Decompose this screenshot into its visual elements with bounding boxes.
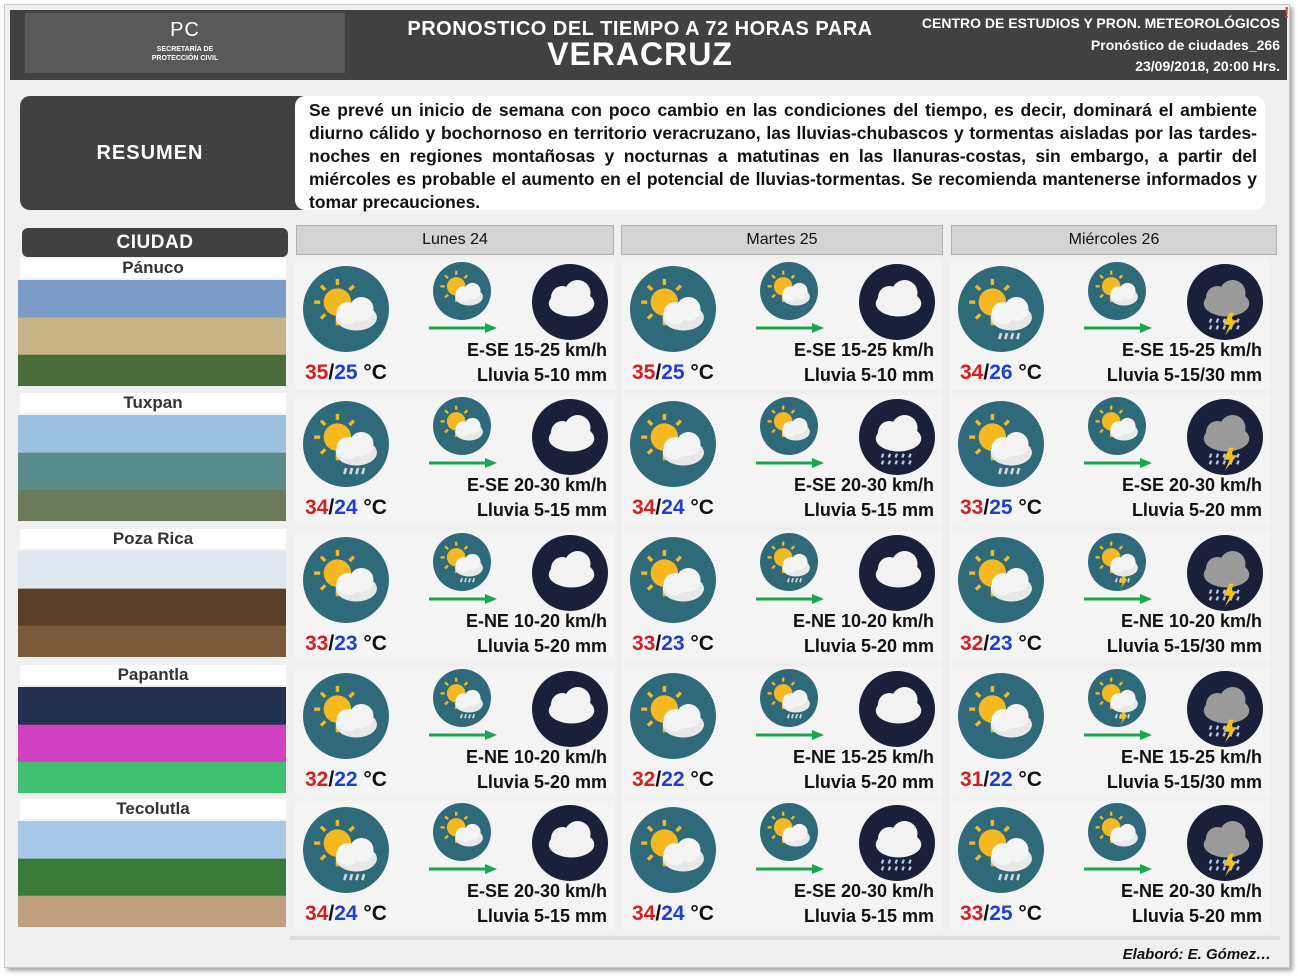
temp-unit: °C <box>363 768 387 791</box>
wind-arrow-icon <box>1084 455 1152 463</box>
rain-text: Lluvia 5-20 mm <box>803 772 934 792</box>
temperature-range <box>632 496 714 520</box>
partly-cloudy-icon <box>433 262 491 320</box>
temp-min: 22 <box>334 768 358 791</box>
temp-max: 33 <box>305 632 329 655</box>
temp-max: 34 <box>960 361 984 384</box>
temp-sep: / <box>983 632 990 655</box>
city-photo-3 <box>18 687 286 793</box>
temperature-range <box>960 902 1042 926</box>
partly-cloudy-icon <box>1088 397 1146 455</box>
wind-text: E-NE 20-30 km/h <box>1120 881 1262 901</box>
rain-text: Lluvia 5-20 mm <box>476 636 607 656</box>
temp-sep: / <box>328 902 335 925</box>
city-name-2: Poza Rica <box>20 529 286 549</box>
day-header-3: Miércoles 26 <box>951 225 1277 255</box>
rain-text: Lluvia 5-20 mm <box>1131 500 1262 520</box>
temp-max: 34 <box>632 902 656 925</box>
sun-rain-icon <box>433 669 491 727</box>
center-name: CENTRO DE ESTUDIOS Y PRON. METEOROLÓGICOS <box>921 15 1280 31</box>
temp-max: 32 <box>632 768 656 791</box>
sun-rain-icon <box>958 266 1044 352</box>
temperature-range <box>305 361 387 385</box>
cloudy-night-icon <box>859 535 935 611</box>
cloudy-night-icon <box>532 264 608 340</box>
partly-cloudy-icon <box>303 266 389 352</box>
temp-max: 33 <box>960 496 984 519</box>
wind-text: E-SE 15-25 km/h <box>793 340 934 360</box>
rain-text: Lluvia 5-10 mm <box>803 365 934 385</box>
city-name-0: Pánuco <box>20 258 286 278</box>
partly-cloudy-icon <box>630 807 716 893</box>
sun-rain-icon <box>303 401 389 487</box>
temperature-range <box>960 496 1042 520</box>
wind-arrow-icon <box>429 861 497 869</box>
temp-unit: °C <box>1018 768 1042 791</box>
temp-min: 25 <box>989 496 1013 519</box>
title-line2: VERACRUZ <box>547 36 733 72</box>
wind-arrow-icon <box>429 320 497 328</box>
partly-cloudy-icon <box>958 673 1044 759</box>
rain-text: Lluvia 5-15 mm <box>476 500 607 520</box>
rain-text: Lluvia 5-15/30 mm <box>1106 636 1262 656</box>
temp-max: 34 <box>632 496 656 519</box>
partly-cloudy-icon <box>630 673 716 759</box>
wind-arrow-icon <box>1084 727 1152 735</box>
partly-cloudy-icon <box>630 401 716 487</box>
sun-rain-icon <box>433 533 491 591</box>
temp-unit: °C <box>690 902 714 925</box>
temp-min: 25 <box>661 361 685 384</box>
wind-text: E-SE 20-30 km/h <box>1121 475 1262 495</box>
day-header-2: Martes 25 <box>621 225 943 255</box>
wind-arrow-icon <box>1084 320 1152 328</box>
temp-unit: °C <box>690 632 714 655</box>
temp-sep: / <box>328 361 335 384</box>
issued-date: 23/09/2018, 20:00 Hrs. <box>1135 58 1280 74</box>
partly-cloudy-icon <box>303 537 389 623</box>
temp-sep: / <box>655 361 662 384</box>
cloudy-night-icon <box>532 671 608 747</box>
temp-unit: °C <box>363 496 387 519</box>
temperature-range <box>632 768 714 792</box>
rain-text: Lluvia 5-15 mm <box>803 500 934 520</box>
cloudy-night-icon <box>532 535 608 611</box>
alert-mark-icon: ! <box>1284 5 1290 22</box>
partly-cloudy-icon <box>433 397 491 455</box>
logo-pc-text: PC <box>170 19 200 41</box>
temp-min: 25 <box>989 902 1013 925</box>
city-photo-4 <box>18 821 286 927</box>
temp-sep: / <box>983 902 990 925</box>
wind-arrow-icon <box>756 727 824 735</box>
product-name: Pronóstico de ciudades_266 <box>1090 37 1280 53</box>
wind-text: E-NE 15-25 km/h <box>792 747 934 767</box>
temperature-range <box>960 768 1042 792</box>
rain-text: Lluvia 5-15/30 mm <box>1106 772 1262 792</box>
partly-cloudy-icon <box>1088 262 1146 320</box>
temp-sep: / <box>328 632 335 655</box>
temp-unit: °C <box>1018 361 1042 384</box>
partly-cloudy-icon <box>760 803 818 861</box>
thunderstorm-icon <box>1088 669 1146 727</box>
wind-text: E-NE 10-20 km/h <box>1120 611 1262 631</box>
temperature-range <box>960 361 1042 385</box>
temp-sep: / <box>655 632 662 655</box>
temp-max: 35 <box>632 361 656 384</box>
wind-text: E-SE 20-30 km/h <box>793 475 934 495</box>
temp-sep: / <box>983 361 990 384</box>
temperature-range <box>632 902 714 926</box>
temp-max: 35 <box>305 361 329 384</box>
temp-sep: / <box>983 496 990 519</box>
temp-max: 34 <box>305 902 329 925</box>
temperature-range <box>960 632 1042 656</box>
wind-arrow-icon <box>756 455 824 463</box>
wind-text: E-SE 15-25 km/h <box>466 340 607 360</box>
temp-unit: °C <box>1018 902 1042 925</box>
temp-max: 31 <box>960 768 984 791</box>
rain-night-icon <box>859 399 935 475</box>
temp-unit: °C <box>690 768 714 791</box>
temp-sep: / <box>328 768 335 791</box>
temperature-range <box>305 768 387 792</box>
temp-max: 33 <box>632 632 656 655</box>
cloudy-night-icon <box>532 805 608 881</box>
temp-max: 33 <box>960 902 984 925</box>
temperature-range <box>632 361 714 385</box>
temp-min: 22 <box>661 768 685 791</box>
sun-rain-icon <box>958 401 1044 487</box>
wind-text: E-NE 15-25 km/h <box>1120 747 1262 767</box>
summary-label: RESUMEN <box>20 96 320 210</box>
wind-text: E-SE 15-25 km/h <box>1121 340 1262 360</box>
wind-arrow-icon <box>756 591 824 599</box>
temp-unit: °C <box>1018 496 1042 519</box>
pc-logo <box>25 13 345 73</box>
summary-text: Se prevé un inicio de semana con poco cambio en las condiciones del tiempo, es decir, dominará el ambiente diurno cálido y bochornoso en territorio veracruzano, las lluvias-chubascos y tormentas aisladas por las tardes-noches en regiones montañosas y nocturnas a matutinas en las llanuras-costas, sin embargo, a partir del miércoles es probable el aumento en el potencial de lluvias-tormentas. Se recomienda mantenerse informados y tomar precauciones. <box>295 96 1265 210</box>
wind-text: E-NE 10-20 km/h <box>465 611 607 631</box>
city-name-4: Tecolutla <box>20 799 286 819</box>
partly-cloudy-icon <box>760 397 818 455</box>
wind-arrow-icon <box>1084 591 1152 599</box>
city-photo-1 <box>18 415 286 521</box>
wind-arrow-icon <box>1084 861 1152 869</box>
rain-text: Lluvia 5-15/30 mm <box>1106 365 1262 385</box>
temp-min: 25 <box>334 361 358 384</box>
wind-arrow-icon <box>756 861 824 869</box>
cloudy-night-icon <box>859 264 935 340</box>
wind-text: E-NE 10-20 km/h <box>465 747 607 767</box>
temp-min: 26 <box>989 361 1013 384</box>
footer <box>10 940 1287 968</box>
temp-unit: °C <box>1018 632 1042 655</box>
city-name-1: Tuxpan <box>20 393 286 413</box>
temp-min: 22 <box>989 768 1013 791</box>
thunderstorm-night-icon <box>1187 805 1263 881</box>
partly-cloudy-icon <box>958 537 1044 623</box>
temp-unit: °C <box>690 496 714 519</box>
wind-text: E-SE 20-30 km/h <box>466 475 607 495</box>
temp-min: 23 <box>334 632 358 655</box>
temp-sep: / <box>983 768 990 791</box>
temperature-range <box>305 632 387 656</box>
temp-sep: / <box>328 496 335 519</box>
thunderstorm-icon <box>1088 533 1146 591</box>
city-name-3: Papantla <box>20 665 286 685</box>
cloudy-night-icon <box>859 671 935 747</box>
thunderstorm-night-icon <box>1187 535 1263 611</box>
author-credit: Elaboró: E. Gómez… <box>1122 946 1271 963</box>
sun-rain-icon <box>303 807 389 893</box>
partly-cloudy-icon <box>1088 803 1146 861</box>
city-photo-0 <box>18 280 286 386</box>
wind-arrow-icon <box>429 727 497 735</box>
rain-text: Lluvia 5-15 mm <box>803 906 934 926</box>
rain-night-icon <box>859 805 935 881</box>
partly-cloudy-icon <box>760 262 818 320</box>
wind-arrow-icon <box>429 455 497 463</box>
thunderstorm-night-icon <box>1187 399 1263 475</box>
temperature-range <box>305 902 387 926</box>
temperature-range <box>305 496 387 520</box>
temp-sep: / <box>655 496 662 519</box>
temp-unit: °C <box>363 902 387 925</box>
sun-rain-icon <box>760 669 818 727</box>
temp-max: 32 <box>960 632 984 655</box>
temp-min: 23 <box>989 632 1013 655</box>
temp-max: 32 <box>305 768 329 791</box>
temp-sep: / <box>655 768 662 791</box>
sun-rain-icon <box>760 533 818 591</box>
city-photo-2 <box>18 551 286 657</box>
wind-text: E-SE 20-30 km/h <box>793 881 934 901</box>
wind-text: E-SE 20-30 km/h <box>466 881 607 901</box>
temperature-range <box>632 632 714 656</box>
partly-cloudy-icon <box>630 537 716 623</box>
city-column-header: CIUDAD <box>22 228 288 257</box>
day-header-1: Lunes 24 <box>296 225 614 255</box>
logo-sec-text: SECRETARÍA DE PROTECCIÓN CIVIL <box>151 46 219 62</box>
temp-min: 23 <box>661 632 685 655</box>
rain-text: Lluvia 5-10 mm <box>476 365 607 385</box>
partly-cloudy-icon <box>303 673 389 759</box>
temp-max: 34 <box>305 496 329 519</box>
temp-min: 24 <box>334 496 358 519</box>
temp-unit: °C <box>690 361 714 384</box>
rain-text: Lluvia 5-20 mm <box>476 772 607 792</box>
wind-text: E-NE 10-20 km/h <box>792 611 934 631</box>
partly-cloudy-icon <box>433 803 491 861</box>
temp-min: 24 <box>334 902 358 925</box>
wind-arrow-icon <box>429 591 497 599</box>
rain-text: Lluvia 5-15 mm <box>476 906 607 926</box>
temp-unit: °C <box>363 361 387 384</box>
temp-unit: °C <box>363 632 387 655</box>
cloudy-night-icon <box>532 399 608 475</box>
wind-arrow-icon <box>756 320 824 328</box>
sun-rain-icon <box>958 807 1044 893</box>
temp-min: 24 <box>661 496 685 519</box>
temp-min: 24 <box>661 902 685 925</box>
rain-text: Lluvia 5-20 mm <box>803 636 934 656</box>
thunderstorm-night-icon <box>1187 264 1263 340</box>
rain-text: Lluvia 5-20 mm <box>1131 906 1262 926</box>
temp-sep: / <box>655 902 662 925</box>
thunderstorm-night-icon <box>1187 671 1263 747</box>
title-line1: PRONOSTICO DEL TIEMPO A 72 HORAS PARA <box>407 18 873 40</box>
partly-cloudy-icon <box>630 266 716 352</box>
